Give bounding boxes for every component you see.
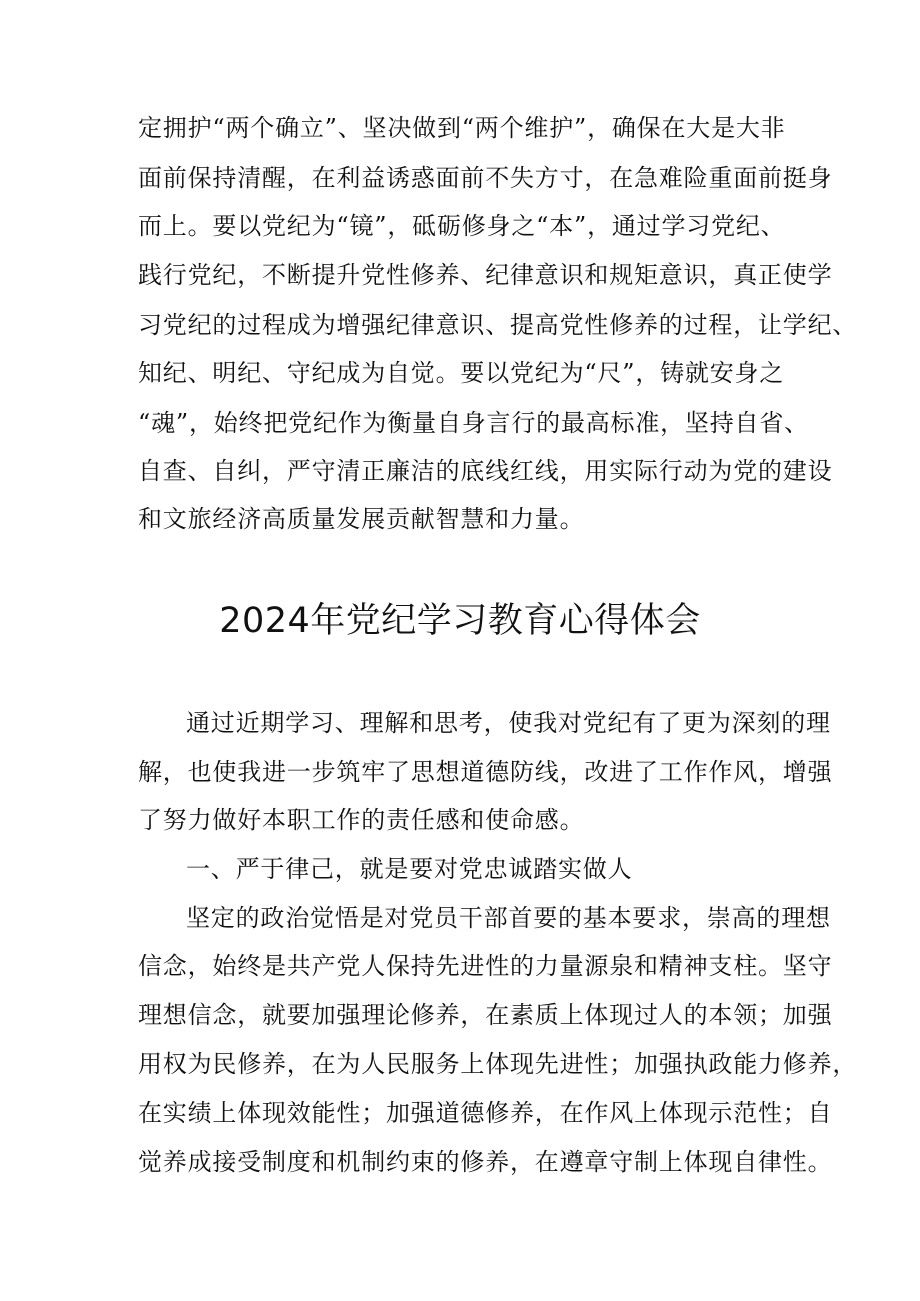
paragraph-line: 定拥护“两个确立”、坚决做到“两个维护”，确保在大是大非 <box>138 114 786 142</box>
section-heading: 一、严于律己，就是要对党忠诚踏实做人 <box>186 855 633 883</box>
paragraph-line: 了努力做好本职工作的责任感和使命感。 <box>138 806 585 834</box>
paragraph-line: 信念，始终是共产党人保持先进性的力量源泉和精神支柱。坚守 <box>138 952 833 980</box>
paragraph-line: 习党纪的过程成为增强纪律意识、提高党性修养的过程，让学纪、 <box>138 311 858 339</box>
paragraph-line: 解，也使我进一步筑牢了思想道德防线，改进了工作作风，增强 <box>138 758 833 786</box>
paragraph-line: 践行党纪，不断提升党性修养、纪律意识和规矩意识，真正使学 <box>138 261 833 289</box>
paragraph-line: 和文旅经济高质量发展贡献智慧和力量。 <box>138 505 585 533</box>
paragraph-line: 理想信念，就要加强理论修养，在素质上体现过人的本领；加强 <box>138 1001 833 1029</box>
paragraph-line: 而上。要以党纪为“镜”，砥砺修身之“本”，通过学习党纪、 <box>138 212 786 240</box>
paragraph-line: 觉养成接受制度和机制约束的修养，在遵章守制上体现自律性。 <box>138 1148 833 1176</box>
page-title: 2024年党纪学习教育心得体会 <box>219 601 701 641</box>
paragraph-line: 坚定的政治觉悟是对党员干部首要的基本要求，崇高的理想 <box>186 904 831 932</box>
paragraph-line: 知纪、明纪、守纪成为自觉。要以党纪为“尺”，铸就安身之 <box>138 359 785 387</box>
paragraph-line: 用权为民修养，在为人民服务上体现先进性；加强执政能力修养， <box>138 1050 858 1078</box>
paragraph-line: 在实绩上体现效能性；加强道德修养，在作风上体现示范性；自 <box>138 1099 833 1127</box>
paragraph-line: “魂”，始终把党纪作为衡量自身言行的最高标准，坚持自省、 <box>138 409 809 437</box>
paragraph-line: 自查、自纠，严守清正廉洁的底线红线，用实际行动为党的建设 <box>138 457 833 485</box>
paragraph-line: 通过近期学习、理解和思考，使我对党纪有了更为深刻的理 <box>186 709 831 737</box>
paragraph-line: 面前保持清醒，在利益诱惑面前不失方寸，在急难险重面前挺身 <box>138 164 833 192</box>
